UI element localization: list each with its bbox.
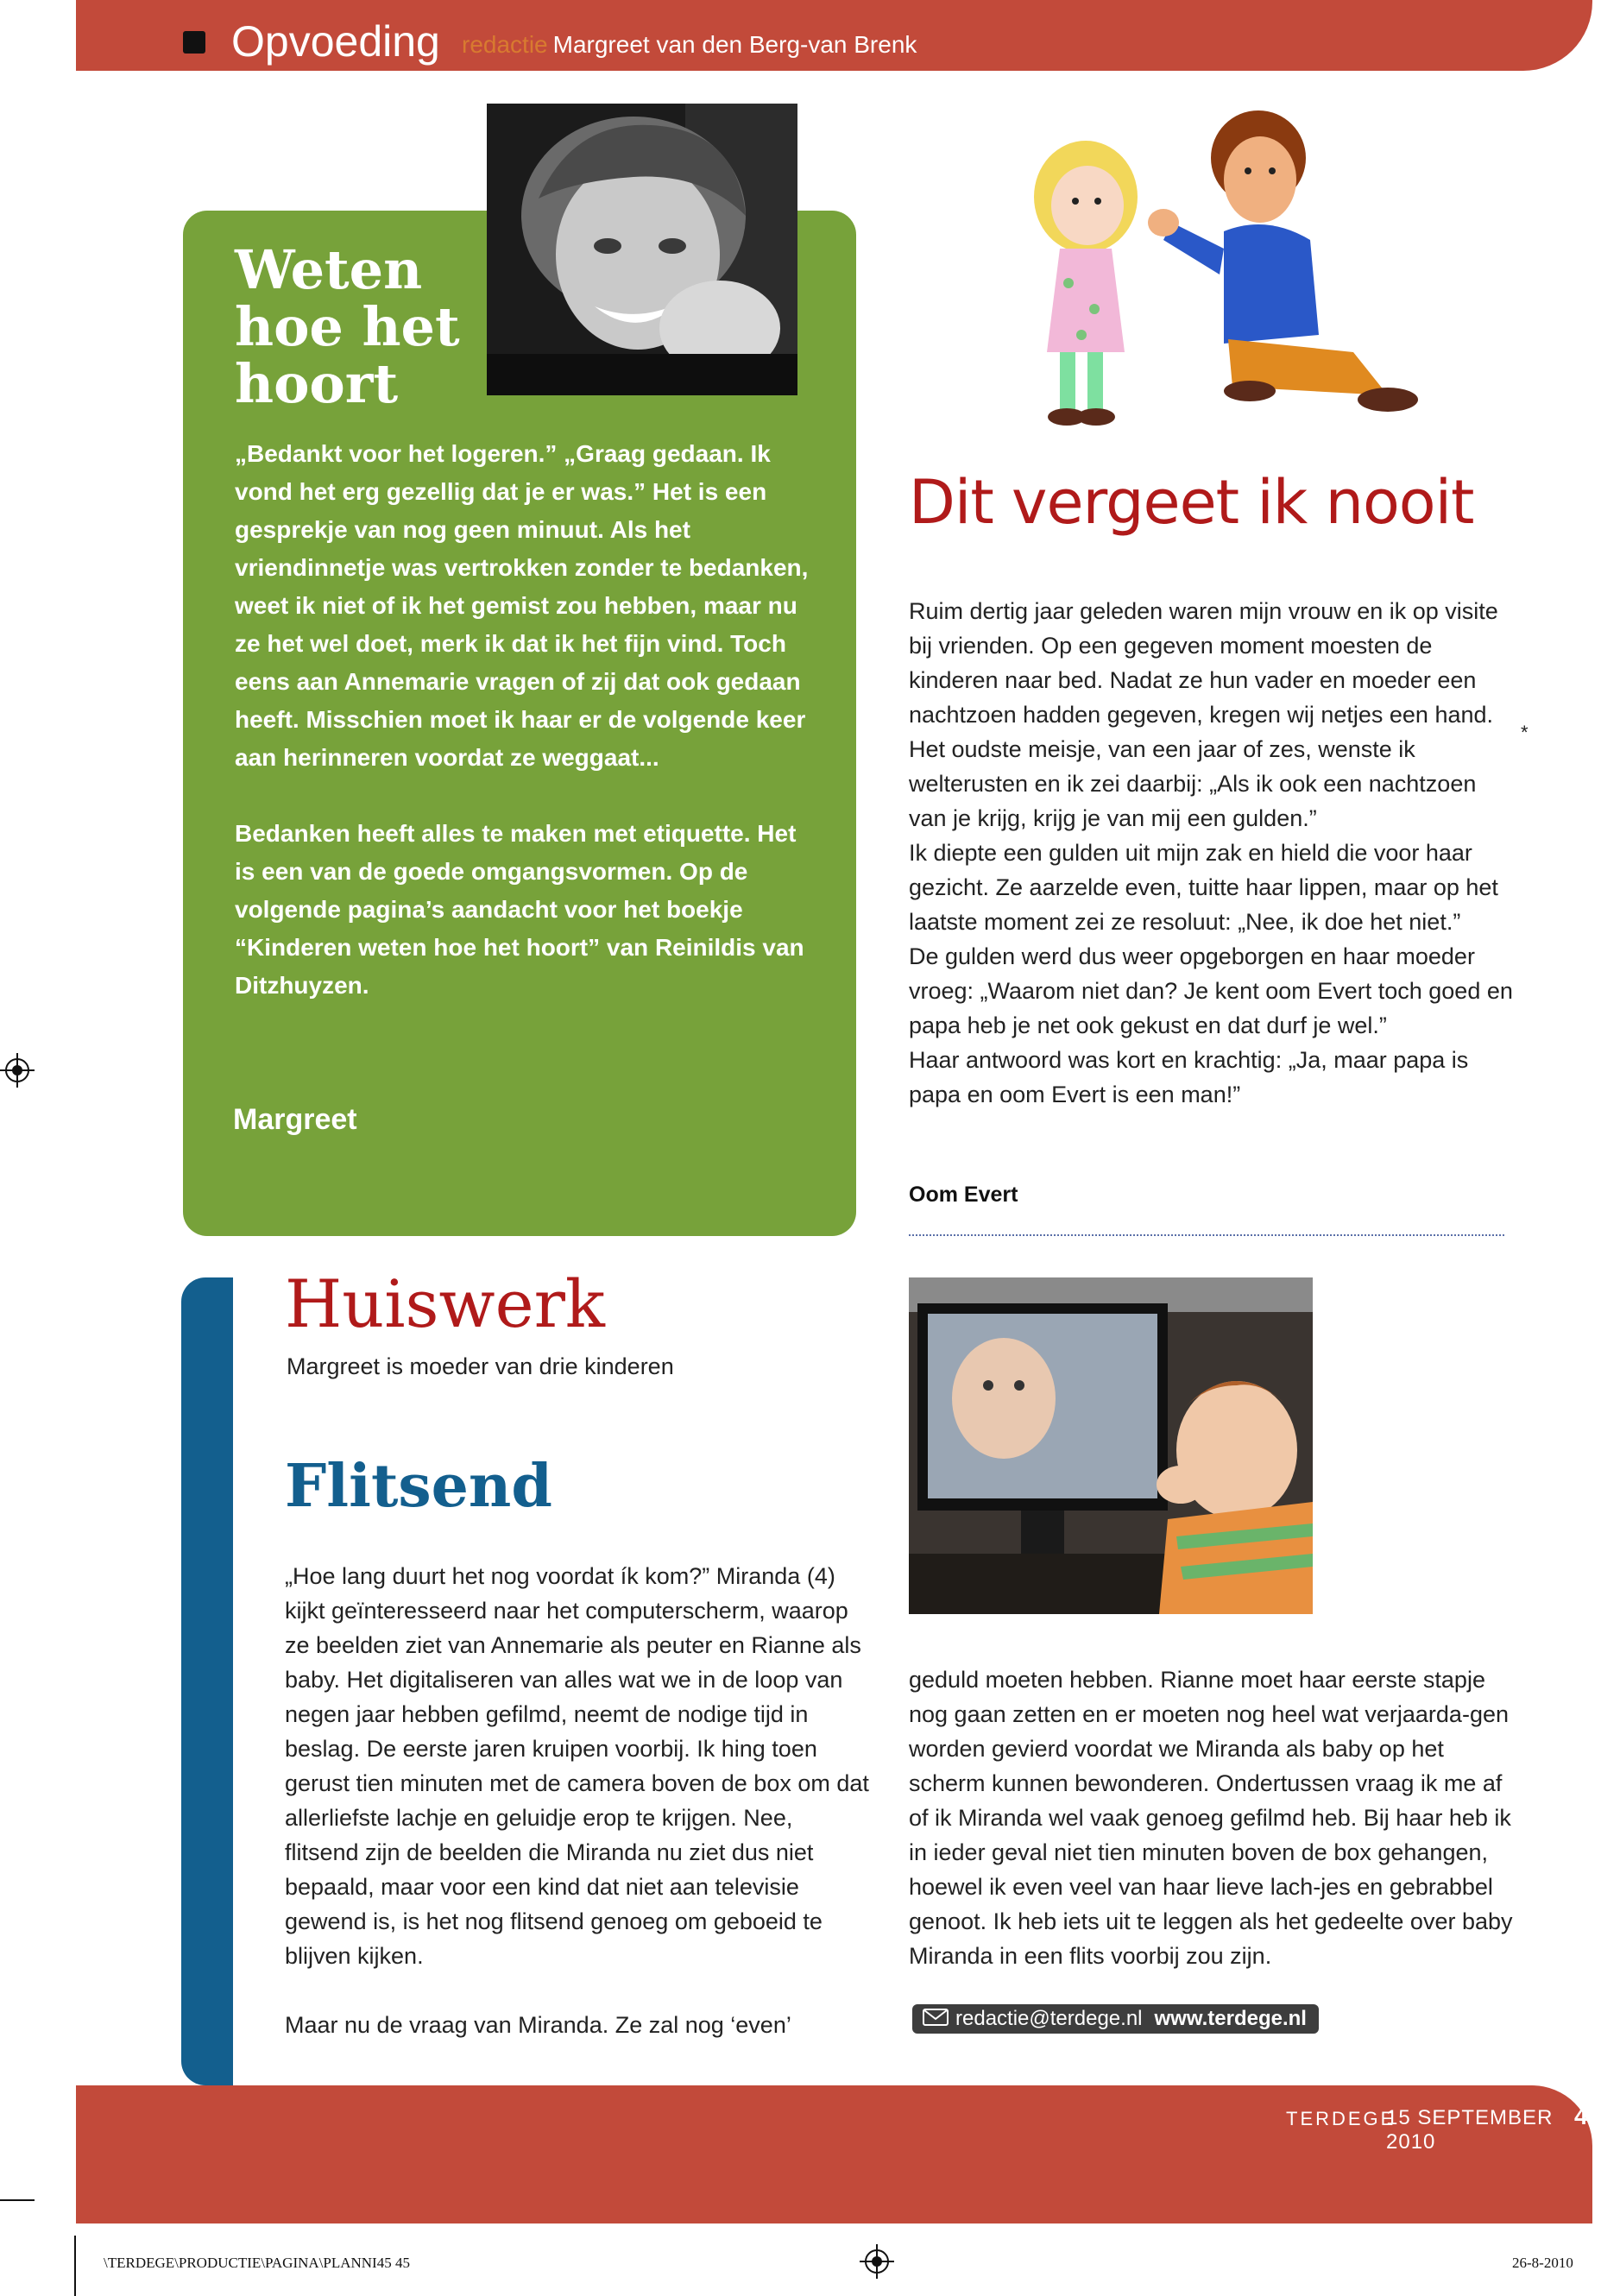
article-body-left [285, 1559, 872, 2077]
editorial-title: Weten hoe het hoort [235, 238, 460, 415]
story-body [909, 594, 1513, 1112]
registration-mark-icon [860, 2244, 894, 2279]
slug-date: 26-8-2010 [1512, 2255, 1573, 2271]
article-paragraph: „Hoe lang duurt het nog voordat ík kom?” Miranda (4) kijkt geïnteresseerd naar het computerscherm, waarop ze beelden ziet van Annemarie als peuter en Rianne als baby. Het digitaliseren van alles wat we in de loop van negen jaar hebben gefilmd, neemt de nodige tijd in beslag. De eerste jaren kruipen voorbij. Ik hing toen gerust tien minuten met de camera boven de box om dat allerliefste lachje en geluidje erop te krijgen. Nee, flitsend zijn de beelden die Miranda nu ziet dus niet bepaald, maar voor een kind dat niet aan televisie gewend is, is het nog flitsend genoeg om geboeid te blijven kijken. [285, 1563, 869, 1969]
section-title: Opvoeding [231, 17, 440, 66]
editorial-signature: Margreet [233, 1103, 357, 1136]
header-credit [462, 28, 917, 62]
contact-email-link[interactable]: redactie@terdege.nl [955, 2007, 1143, 2030]
story-paragraph: Haar antwoord was kort en krachtig: „Ja, maar papa is papa en oom Evert is een man!” [909, 1047, 1469, 1107]
children-illustration [1008, 93, 1431, 456]
computer-screen-photo [909, 1277, 1313, 1614]
story-paragraph: De gulden werd dus weer opgeborgen en haar moeder vroeg: „Waarom niet dan? Je kent oom Evert toch goed en papa heb je net ook gekust en dat durf je wel.” [909, 943, 1513, 1038]
story-title: Dit vergeet ik nooit [909, 467, 1474, 538]
page-number: 45 [1574, 2103, 1601, 2129]
article-paragraph: Maar nu de vraag van Miranda. Ze zal nog ‘even’ [285, 2012, 791, 2038]
story-signature: Oom Evert [909, 1183, 1018, 1207]
footer-date: 15 SEPTEMBER 2010 [1386, 2106, 1554, 2154]
contact-bar [912, 2004, 1319, 2034]
footnote-asterisk: * [1521, 722, 1529, 743]
column-accent-bar [181, 1277, 233, 2085]
footer-brand: TERDEGE [1286, 2108, 1396, 2129]
editorial-body [235, 435, 822, 1043]
registration-mark-icon [0, 1053, 35, 1088]
editor-name: Margreet van den Berg-van Brenk [552, 31, 917, 58]
column-subtitle: Margreet is moeder van drie kinderen [287, 1353, 674, 1379]
article-body-right [909, 1662, 1513, 1973]
column-title: Huiswerk [285, 1265, 605, 1342]
crop-mark [74, 2236, 76, 2296]
section-square-icon [183, 31, 205, 54]
divider [909, 1234, 1504, 1236]
story-paragraph: Ruim dertig jaar geleden waren mijn vrouw en ik op visite bij vrienden. Op een gegeven moment moesten de kinderen naar bed. Nadat ze hun vader en moeder een nachtzoen hadden gegeven, kregen wij netjes een hand. Het oudste meisje, van een jaar of zes, wenste ik welterusten en ik zei daarbij: „Als ik ook een nachtzoen van je krijg, krijg je van mij een gulden.” [909, 598, 1498, 831]
article-title: Flitsend [285, 1452, 552, 1521]
redactie-label: redactie [462, 31, 548, 58]
crop-mark [0, 2199, 35, 2201]
article-paragraph: geduld moeten hebben. Rianne moet haar eerste stapje nog gaan zetten en er moeten nog heel wat verjaarda-gen worden gevierd voordat we Miranda als baby op het scherm kunnen bewonderen. Ondertussen vraag ik me af of ik Miranda wel vaak genoeg gefilmd heb. Bij haar heb ik in ieder geval niet tien minuten boven de box gehangen, hoewel ik even veel van haar lieve lach-jes en gebrabbel genoot. Ik heb iets uit te leggen als het gedeelte over baby Miranda in een flits voorbij zou zijn. [909, 1667, 1513, 1969]
envelope-icon [923, 2005, 949, 2034]
footer-band [76, 2085, 1592, 2223]
editorial-paragraph: „Bedankt voor het logeren.” „Graag gedaan. Ik vond het erg gezellig dat je er was.” Het is een gesprekje van nog geen minuut. Als het vriendinnetje was vertrokken zonder te bedanken, weet ik niet of ik het gemist zou hebben, maar nu ze het wel doet, merk ik dat ik het fijn vind. Toch eens aan Annemarie vragen of zij dat ook gedaan heeft. Misschien moet ik haar er de volgende keer aan herinneren voordat ze weggaat... [235, 440, 809, 771]
contact-website-link[interactable]: www.terdege.nl [1154, 2007, 1307, 2030]
slug-path: \TERDEGE\PRODUCTIE\PAGINA\PLANNI45 45 [104, 2255, 410, 2271]
editorial-paragraph: Bedanken heeft alles te maken met etiquette. Het is een van de goede omgangsvormen. Op de volgende pagina’s aandacht voor het boekje “Kinderen weten hoe het hoort” van Reinildis van Ditzhuyzen. [235, 820, 804, 999]
story-paragraph: Ik diepte een gulden uit mijn zak en hield die voor haar gezicht. Ze aarzelde even, tuitte haar lippen, maar op het laatste moment zei ze resoluut: „Nee, ik doe het niet.” [909, 840, 1498, 935]
author-portrait [487, 104, 797, 395]
